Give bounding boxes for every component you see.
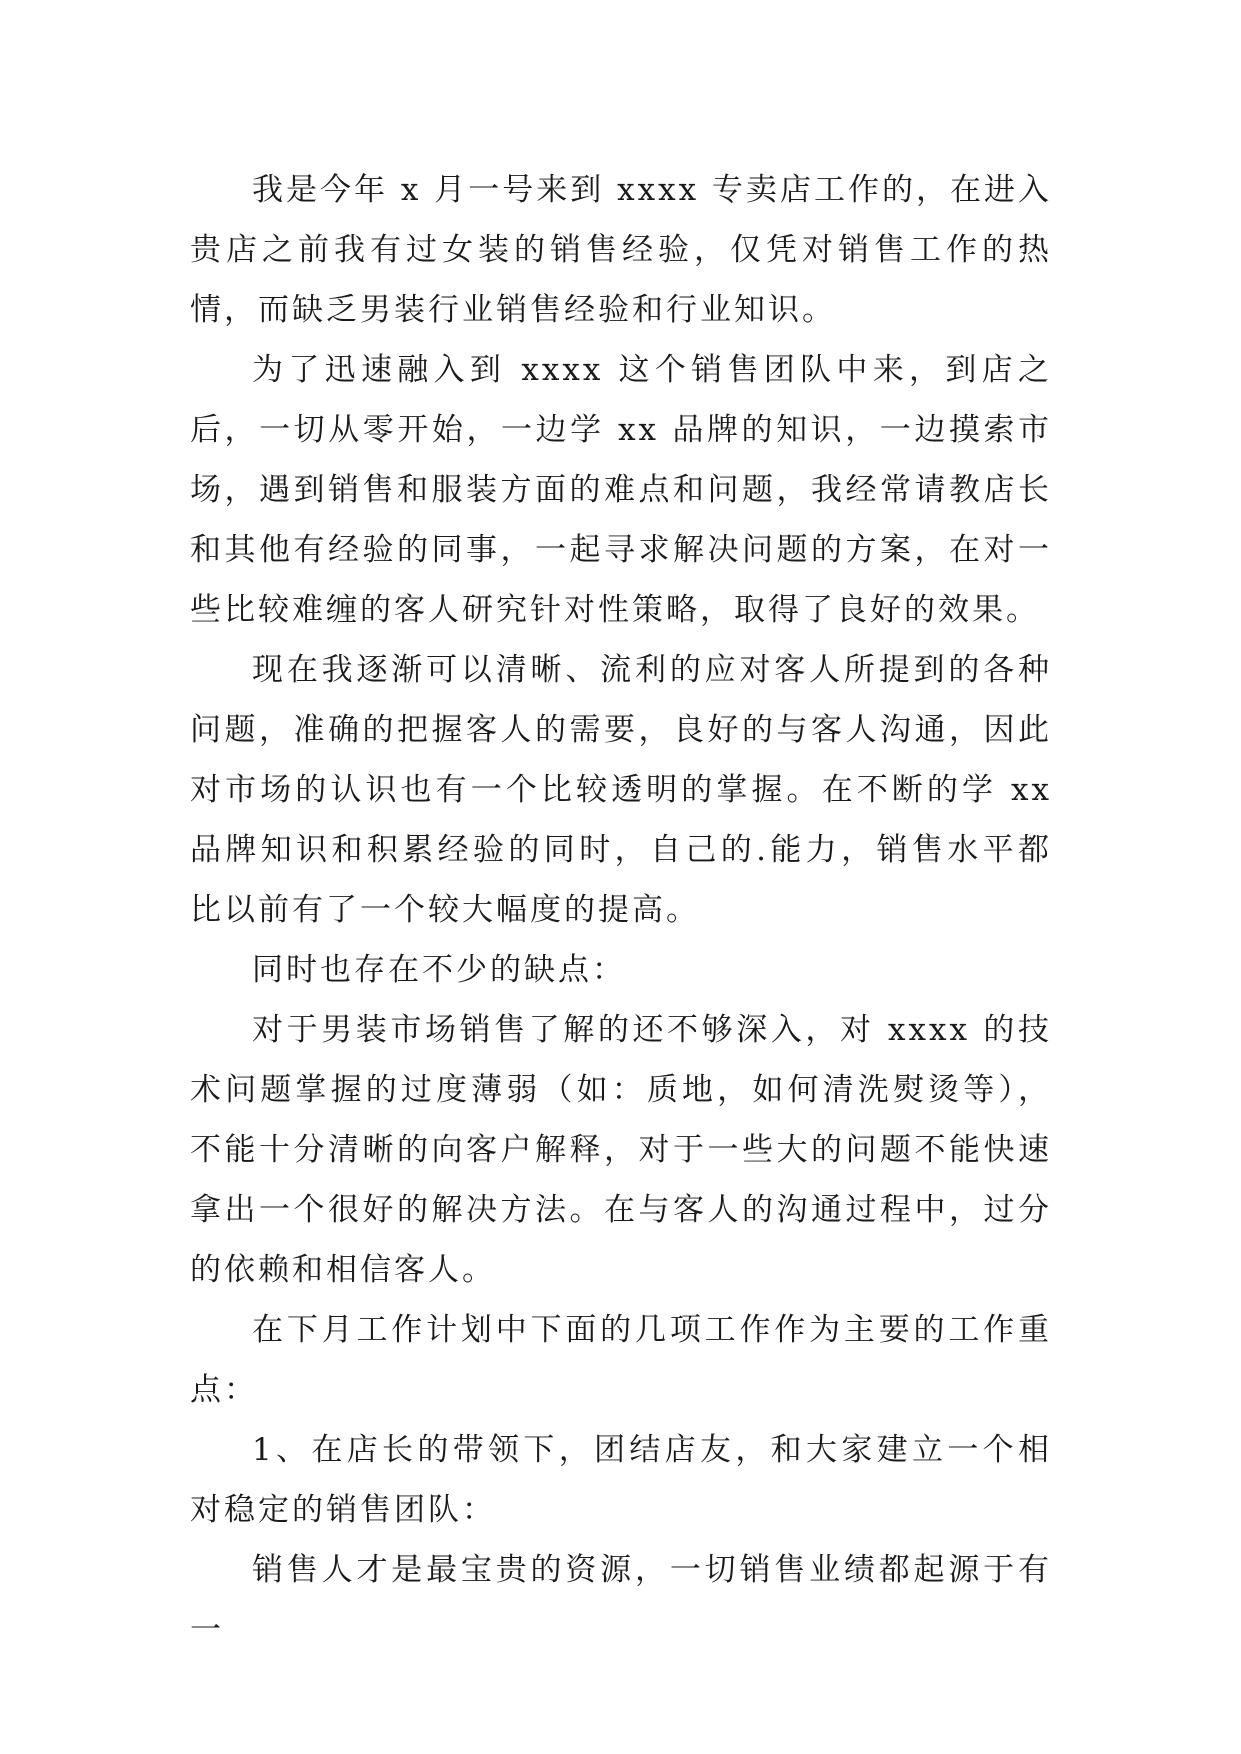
paragraph-integration: 为了迅速融入到 xxxx 这个销售团队中来，到店之后，一切从零开始，一边学 xx 品牌的知识，一边摸索市场，遇到销售和服装方面的难点和问题，我经常请教店长和其他有经验的同事，一起寻求解决问题的方案，在对一些比较难缠的客人研究针对性策略，取得了良好的效果。 (190, 352, 1052, 628)
paragraph-plan-intro: 在下月工作计划中下面的几项工作作为主要的工作重点： (190, 1312, 1052, 1408)
paragraph-intro: 我是今年 x 月一号来到 xxxx 专卖店工作的，在进入贵店之前我有过女装的销售经验，仅凭对销售工作的热情，而缺乏男装行业销售经验和行业知识。 (190, 172, 1052, 328)
paragraph-progress: 现在我逐渐可以清晰、流利的应对客人所提到的各种问题，准确的把握客人的需要，良好的与客人沟通，因此对市场的认识也有一个比较透明的掌握。在不断的学 xx 品牌知识和积累经验的同时，自己的.能力，销售水平都比以前有了一个较大幅度的提高。 (190, 652, 1052, 928)
paragraph-shortcomings-heading: 同时也存在不少的缺点： (252, 952, 626, 988)
paragraph-shortcomings: 对于男装市场销售了解的还不够深入，对 xxxx 的技术问题掌握的过度薄弱（如：质地，如何清洗熨烫等），不能十分清晰的向客户解释，对于一些大的问题不能快速拿出一个很好的解决方法。在与客人的沟通过程中，过分的依赖和相信客人。 (190, 1012, 1052, 1288)
document-body (190, 160, 1052, 1660)
paragraph-plan-item-1: 1、在店长的带领下，团结店友，和大家建立一个相对稳定的销售团队： (190, 1432, 1052, 1528)
paragraph-talent: 销售人才是最宝贵的资源，一切销售业绩都起源于有一 (190, 1552, 1052, 1648)
